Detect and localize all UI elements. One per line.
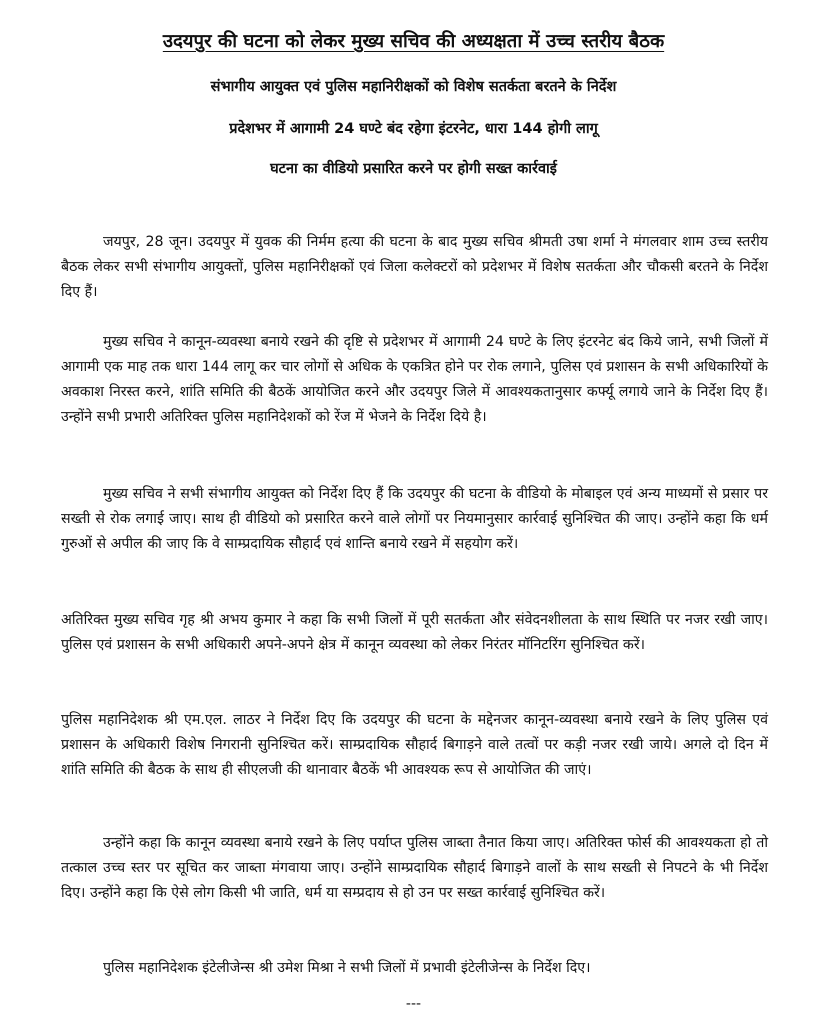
paragraph-intro: जयपुर, 28 जून। उदयपुर में युवक की निर्मम हत्या की घटना के बाद मुख्य सचिव श्रीमती उषा शर्मा ने मंगलवार शाम उच्च स्तरीय बैठक लेकर सभी संभागीय आयुक्तों, पुलिस महानिरीक्षकों एवं जिला कलेक्टरों को प्रदेशभर में विशेष सतर्कता और चौकसी बरतने के निर्देश दिए हैं। (61, 234, 768, 300)
paragraph-home-secretary: अतिरिक्त मुख्य सचिव गृह श्री अभय कुमार ने कहा कि सभी जिलों में पूरी सतर्कता और संवेदनशीलता के साथ स्थिति पर नजर रखी जाए। पुलिस एवं प्रशासन के सभी अधिकारी अपने-अपने क्षेत्र में कानून व्यवस्था को लेकर निरंतर मॉनिटरिंग सुनिश्चित करें। (61, 612, 768, 653)
subheading-alert: संभागीय आयुक्त एवं पुलिस महानिरीक्षकों को विशेष सतर्कता बरतने के निर्देश (210, 79, 617, 95)
document-title: उदयपुर की घटना को लेकर मुख्य सचिव की अध्यक्षता में उच्च स्तरीय बैठक (162, 31, 665, 52)
paragraph-dgp: पुलिस महानिदेशक श्री एम.एल. लाठर ने निर्देश दिए कि उदयपुर की घटना के मद्देनजर कानून-व्यवस्था बनाये रखने के लिए पुलिस एवं प्रशासन के अधिकारी विशेष निगरानी सुनिश्चित करें। साम्प्रदायिक सौहार्द बिगाड़ने वाले तत्वों पर कड़ी नजर रखी जाये। अगले दो दिन में शांति समिति की बैठक के साथ ही सीएलजी की थानावार बैठकें भी आवश्यक रूप से आयोजित की जाएं। (61, 712, 768, 778)
subheading-video: घटना का वीडियो प्रसारित करने पर होगी सख्त कार्रवाई (270, 161, 557, 177)
paragraph-video-ban: मुख्य सचिव ने सभी संभागीय आयुक्त को निर्देश दिए हैं कि उदयपुर की घटना के वीडियो के मोबाइल एवं अन्य माध्यमों से प्रसार पर सख्ती से रोक लगाई जाए। साथ ही वीडियो को प्रसारित करने वाले लोगों पर नियमानुसार कार्रवाई सुनिश्चित की जाए। उन्होंने कहा कि धर्म गुरुओं से अपील की जाए कि वे साम्प्रदायिक सौहार्द एवं शान्ति बनाये रखने में सहयोग करें। (61, 486, 768, 552)
subheading-internet: प्रदेशभर में आगामी 24 घण्टे बंद रहेगा इंटरनेट, धारा 144 होगी लागू (229, 121, 598, 137)
paragraph-measures: मुख्य सचिव ने कानून-व्यवस्था बनाये रखने की दृष्टि से प्रदेशभर में आगामी 24 घण्टे के लिए इंटरनेट बंद किये जाने, सभी जिलों में आगामी एक माह तक धारा 144 लागू कर चार लोगों से अधिक के एकत्रित होने पर रोक लगाने, पुलिस एवं प्रशासन के सभी अधिकारियों के अवकाश निरस्त करने, शांति समिति की बैठकें आयोजित करने और उदयपुर जिले में आवश्यकतानुसार कर्फ्यू लगाये जाने के निर्देश दिए हैं। उन्होंने सभी प्रभारी अतिरिक्त पुलिस महानिदेशकों को रेंज में भेजने के निर्देश दिये है। (61, 334, 768, 425)
end-mark: --- (405, 996, 422, 1012)
paragraph-intelligence: पुलिस महानिदेशक इंटेलीजेन्स श्री उमेश मिश्रा ने सभी जिलों में प्रभावी इंटेलीजेन्स के निर्देश दिए। (103, 960, 591, 976)
paragraph-force: उन्होंने कहा कि कानून व्यवस्था बनाये रखने के लिए पर्याप्त पुलिस जाब्ता तैनात किया जाए। अतिरिक्त फोर्स की आवश्यकता हो तो तत्काल उच्च स्तर पर सूचित कर जाब्ता मंगवाया जाए। उन्होंने साम्प्रदायिक सौहार्द बिगाड़ने वालों के साथ सख्ती से निपटने के भी निर्देश दिए। उन्होंने कहा कि ऐसे लोग किसी भी जाति, धर्म या सम्प्रदाय से हो उन पर सख्त कार्रवाई सुनिश्चित करें। (61, 835, 768, 901)
